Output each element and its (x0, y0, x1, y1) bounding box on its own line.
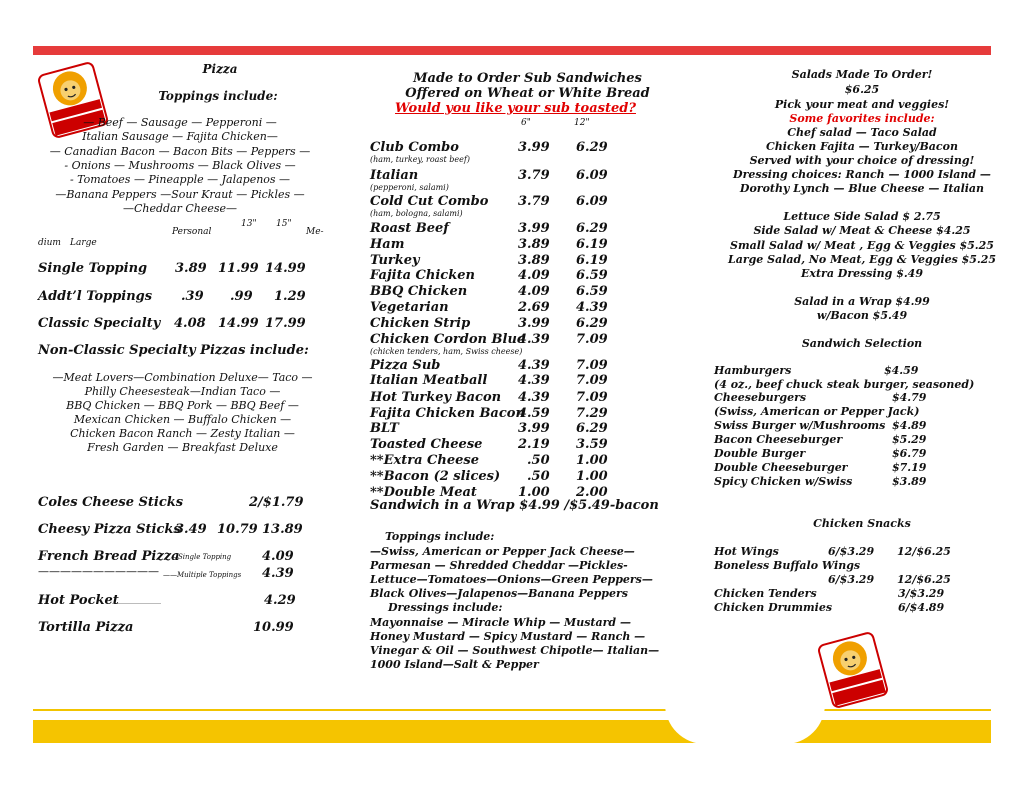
sub-item-price-6: 1.00 (518, 485, 550, 500)
sub-item-description: (ham, bologna, salami) (370, 209, 463, 218)
french-multi-label: ——Multiple Toppings (163, 571, 242, 579)
burger-price: $4.89 (892, 419, 927, 432)
size-medium-start: Me- (306, 227, 324, 237)
sub-item-price-12: 7.29 (576, 406, 608, 421)
sub-item-price-12: 2.00 (576, 485, 608, 500)
hot-pocket-price: 4.29 (264, 593, 296, 608)
topping-line: —Cheddar Cheese— (122, 202, 238, 215)
snack-name: Chicken Tenders (714, 587, 817, 600)
sub-item-name: Italian Meatball (370, 373, 488, 388)
sub-item-name: Vegetarian (370, 300, 449, 315)
sub-item-price-6: 3.89 (518, 237, 550, 252)
sub-dressings-heading: Dressings include: (388, 601, 503, 614)
sub-item-name: **Bacon (2 slices) (370, 469, 501, 484)
sub-dressing-line: Honey Mustard — Spicy Mustard — Ranch — (370, 630, 646, 643)
burger-name: Bacon Cheeseburger (714, 433, 843, 446)
sub-item-price-6: 4.39 (518, 373, 550, 388)
sub-item-name: BLT (370, 421, 399, 436)
coles-cheese-sticks: Coles Cheese Sticks (38, 495, 184, 510)
menu-item-price: 14.99 (265, 261, 306, 276)
topping-line: Italian Sausage — Fajita Chicken— (82, 130, 278, 143)
tortilla-pizza: Tortilla Pizza (38, 620, 134, 635)
burger-price: $3.89 (892, 475, 927, 488)
subs-bread: Offered on Wheat or White Bread (405, 86, 650, 101)
favorite-line: Chef salad — Taco Salad (787, 126, 937, 139)
burger-name: Swiss Burger w/Mushrooms (714, 419, 886, 432)
size-large: Large (70, 238, 97, 248)
sub-item-description: (ham, turkey, roast beef) (370, 155, 470, 164)
side-salad: Side Salad w/ Meat & Cheese $4.25 (753, 224, 971, 237)
burger-name: Cheeseburgers (714, 391, 807, 404)
cheesy-price: 3.49 (175, 522, 207, 537)
sub-item-name: Hot Turkey Bacon (370, 390, 502, 405)
coles-price: 2/$1.79 (249, 495, 304, 510)
burger-price: $4.59 (884, 364, 919, 377)
sub-item-price-12: 6.59 (576, 268, 608, 283)
burger-price: $6.79 (892, 447, 927, 460)
sub-item-name: Chicken Cordon Blue (370, 332, 526, 347)
side-salad: Small Salad w/ Meat , Egg & Veggies $5.25 (730, 239, 994, 252)
menu-item-price: 11.99 (218, 261, 259, 276)
sub-item-name: Cold Cut Combo (370, 194, 489, 209)
sub-dressing-line: 1000 Island—Salt & Pepper (370, 658, 539, 671)
sub-item-price-12: 6.59 (576, 284, 608, 299)
sub-item-price-12: 1.00 (576, 469, 608, 484)
sub-item-price-12: 6.29 (576, 221, 608, 236)
lion-logo-icon (818, 630, 888, 710)
nonclassic-line: Philly Cheesesteak—Indian Taco — (84, 385, 281, 398)
hot-pocket: Hot Pocket (38, 593, 119, 608)
sub-item-price-12: 7.09 (576, 332, 608, 347)
french-single-price: 4.09 (262, 549, 294, 564)
salad-wrap-bacon: w/Bacon $5.49 (816, 309, 908, 322)
sub-item-price-6: 3.99 (518, 421, 550, 436)
menu-item-price: .99 (230, 289, 253, 304)
size-personal: Personal (172, 227, 212, 237)
snack-price: 6/$3.29 (828, 545, 875, 558)
sub-item-description: (chicken tenders, ham, Swiss cheese) (370, 347, 523, 356)
burger-name: Spicy Chicken w/Swiss (714, 475, 853, 488)
sub-item-price-6: 3.79 (518, 194, 550, 209)
sub-item-price-6: 3.99 (518, 316, 550, 331)
french-multi-dash: ——————————— (38, 565, 159, 578)
sub-item-price-12: 7.09 (576, 390, 608, 405)
sub-item-name: Roast Beef (370, 221, 449, 236)
hot-pocket-dash: ______________ (112, 596, 161, 604)
sub-item-price-12: 3.59 (576, 437, 608, 452)
sub-toppings-heading: Toppings include: (385, 530, 495, 543)
snack-price: 12/$6.25 (897, 545, 951, 558)
sub-dressing-line: Mayonnaise — Miracle Whip — Mustard — (370, 616, 631, 629)
sub-item-price-6: 4.39 (518, 390, 550, 405)
sub-item-price-6: 3.99 (518, 140, 550, 155)
sub-topping-line: —Swiss, American or Pepper Jack Cheese— (370, 545, 635, 558)
nonclassic-line: BBQ Chicken — BBQ Pork — BBQ Beef — (66, 399, 299, 412)
sub-item-name: Ham (370, 237, 405, 252)
sub-item-price-12: 1.00 (576, 453, 608, 468)
sub-item-name: Fajita Chicken (370, 268, 475, 283)
sub-item-name: Chicken Strip (370, 316, 471, 331)
sub-item-price-12: 7.09 (576, 358, 608, 373)
sub-item-price-6: 2.19 (518, 437, 550, 452)
snacks-heading: Chicken Snacks (813, 517, 911, 530)
sub-item-name: Club Combo (370, 140, 459, 155)
topping-line: — Beef — Sausage — Pepperoni — (83, 116, 277, 129)
snack-name: Chicken Drummies (714, 601, 833, 614)
french-bread-pizza: French Bread Pizza (38, 549, 180, 564)
sub-topping-line: Lettuce—Tomatoes—Onions—Green Peppers— (370, 573, 653, 586)
snack-price: 3/$3.29 (898, 587, 945, 600)
bottom-wave-cutout (665, 704, 825, 744)
topping-line: —Banana Peppers —Sour Kraut — Pickles — (55, 188, 305, 201)
size-6: 6" (521, 118, 531, 128)
sub-item-price-6: 4.09 (518, 284, 550, 299)
dressing-choices: Dressing choices: Ranch — 1000 Island — (733, 168, 991, 181)
sub-item-price-12: 6.29 (576, 140, 608, 155)
sub-item-price-6: 3.99 (518, 221, 550, 236)
salads-price: $6.25 (844, 83, 880, 96)
size-15: 15" (276, 219, 292, 229)
burger-name: Hamburgers (714, 364, 792, 377)
snack-price: 6/$3.29 (828, 573, 875, 586)
sandwich-heading: Sandwich Selection (801, 337, 923, 350)
sub-item-name: Italian (370, 168, 419, 183)
sub-item-price-12: 6.19 (576, 237, 608, 252)
sub-item-name: **Double Meat (370, 485, 477, 500)
cheesy-price: 13.89 (262, 522, 303, 537)
salads-pick: Pick your meat and veggies! (774, 98, 950, 111)
sub-item-price-12: 6.09 (576, 194, 608, 209)
piccadilly-logo-bottom (818, 630, 888, 710)
sub-item-price-12: 6.19 (576, 253, 608, 268)
menu-item-price: 3.89 (175, 261, 207, 276)
favorite-line: Chicken Fajita — Turkey/Bacon (766, 140, 958, 153)
snack-price: 6/$4.89 (898, 601, 945, 614)
salads-heading: Salads Made To Order! (791, 68, 933, 81)
subs-heading: Made to Order Sub Sandwiches (413, 71, 642, 86)
topping-line: - Tomatoes — Pineapple — Jalapenos — (69, 173, 291, 186)
nonclassic-line: Mexican Chicken — Buffalo Chicken — (73, 413, 292, 426)
side-salad: Large Salad, No Meat, Egg & Veggies $5.25 (727, 253, 997, 266)
sub-wrap: Sandwich in a Wrap $4.99 /$5.49-bacon (370, 498, 659, 513)
sub-item-price-12: 6.29 (576, 421, 608, 436)
french-multi-price: 4.39 (262, 566, 294, 581)
menu-item-price: 1.29 (274, 289, 306, 304)
topping-line: - Onions — Mushrooms — Black Olives — (64, 159, 296, 172)
burger-price: $5.29 (892, 433, 927, 446)
nonclassic-heading: Non-Classic Specialty Pizzas include: (38, 343, 309, 358)
sub-item-price-6: 4.39 (518, 332, 550, 347)
menu-item-price: .39 (181, 289, 204, 304)
menu-item-price: 17.99 (265, 316, 306, 331)
nonclassic-line: Chicken Bacon Ranch — Zesty Italian — (70, 427, 295, 440)
sub-item-price-6: 4.39 (518, 358, 550, 373)
served-line: Served with your choice of dressing! (749, 154, 975, 167)
french-single-label: —Single Topping (171, 553, 232, 561)
burger-price: $4.79 (892, 391, 927, 404)
sub-dressing-line: Vinegar & Oil — Southwest Chipotle— Italian— (370, 644, 660, 657)
snack-price: 12/$6.25 (897, 573, 951, 586)
sub-item-name: Toasted Cheese (370, 437, 483, 452)
nonclassic-line: Fresh Garden — Breakfast Deluxe (87, 441, 278, 454)
sub-item-name: BBQ Chicken (370, 284, 468, 299)
sub-item-price-6: 2.69 (518, 300, 550, 315)
burger-name: (4 oz., beef chuck steak burger, seasoned) (714, 378, 975, 391)
extra-dressing: Extra Dressing $.49 (801, 267, 923, 280)
topping-line: — Canadian Bacon — Bacon Bits — Peppers — (49, 145, 311, 158)
sub-item-name: **Extra Cheese (370, 453, 479, 468)
menu-item-name: Single Topping (38, 261, 148, 276)
tortilla-price: 10.99 (253, 620, 294, 635)
sub-item-price-12: 6.09 (576, 168, 608, 183)
favorites-heading: Some favorites include: (789, 112, 935, 125)
dressing-choices-2: Dorothy Lynch — Blue Cheese — Italian (739, 182, 985, 195)
burger-name: Double Burger (714, 447, 806, 460)
cheesy-pizza-sticks: Cheesy Pizza Sticks (38, 522, 181, 537)
menu-item-name: Classic Specialty (38, 316, 161, 331)
sub-item-name: Turkey (370, 253, 420, 268)
cheesy-price: 10.79 (217, 522, 258, 537)
size-medium-end: dium (38, 238, 61, 248)
sub-item-price-6: 4.59 (518, 406, 550, 421)
size-13: 13" (241, 219, 257, 229)
sub-item-price-6: 3.89 (518, 253, 550, 268)
salad-wrap: Salad in a Wrap $4.99 (794, 295, 930, 308)
sub-item-name: Pizza Sub (370, 358, 441, 373)
sub-item-price-6: .50 (527, 453, 550, 468)
burger-name: (Swiss, American or Pepper Jack) (714, 405, 920, 418)
menu-item-price: 14.99 (218, 316, 259, 331)
menu-item-name: Addt’l Toppings (38, 289, 153, 304)
sub-item-price-12: 4.39 (576, 300, 608, 315)
sub-topping-line: Black Olives—Jalapenos—Banana Peppers (370, 587, 628, 600)
size-12: 12" (574, 118, 590, 128)
snack-name: Boneless Buffalo Wings (714, 559, 861, 572)
snack-name: Hot Wings (714, 545, 779, 558)
bottom-yellow-bar (33, 720, 991, 743)
side-salad: Lettuce Side Salad $ 2.75 (783, 210, 941, 223)
menu-item-price: 4.08 (174, 316, 206, 331)
subs-toasted: Would you like your sub toasted? (395, 101, 636, 116)
burger-name: Double Cheeseburger (714, 461, 848, 474)
sub-item-price-6: 4.09 (518, 268, 550, 283)
pizza-title: Pizza (202, 62, 238, 76)
sub-item-price-6: .50 (527, 469, 550, 484)
nonclassic-line: —Meat Lovers—Combination Deluxe— Taco — (52, 371, 313, 384)
sub-item-price-6: 3.79 (518, 168, 550, 183)
sub-item-name: Fajita Chicken Bacon (370, 406, 525, 421)
toppings-heading: Toppings include: (158, 89, 278, 103)
sub-item-price-12: 6.29 (576, 316, 608, 331)
top-red-bar (33, 46, 991, 55)
sub-topping-line: Parmesan — Shredded Cheddar —Pickles- (370, 559, 628, 572)
sub-item-price-12: 7.09 (576, 373, 608, 388)
burger-price: $7.19 (892, 461, 927, 474)
sub-item-description: (pepperoni, salami) (370, 183, 449, 192)
